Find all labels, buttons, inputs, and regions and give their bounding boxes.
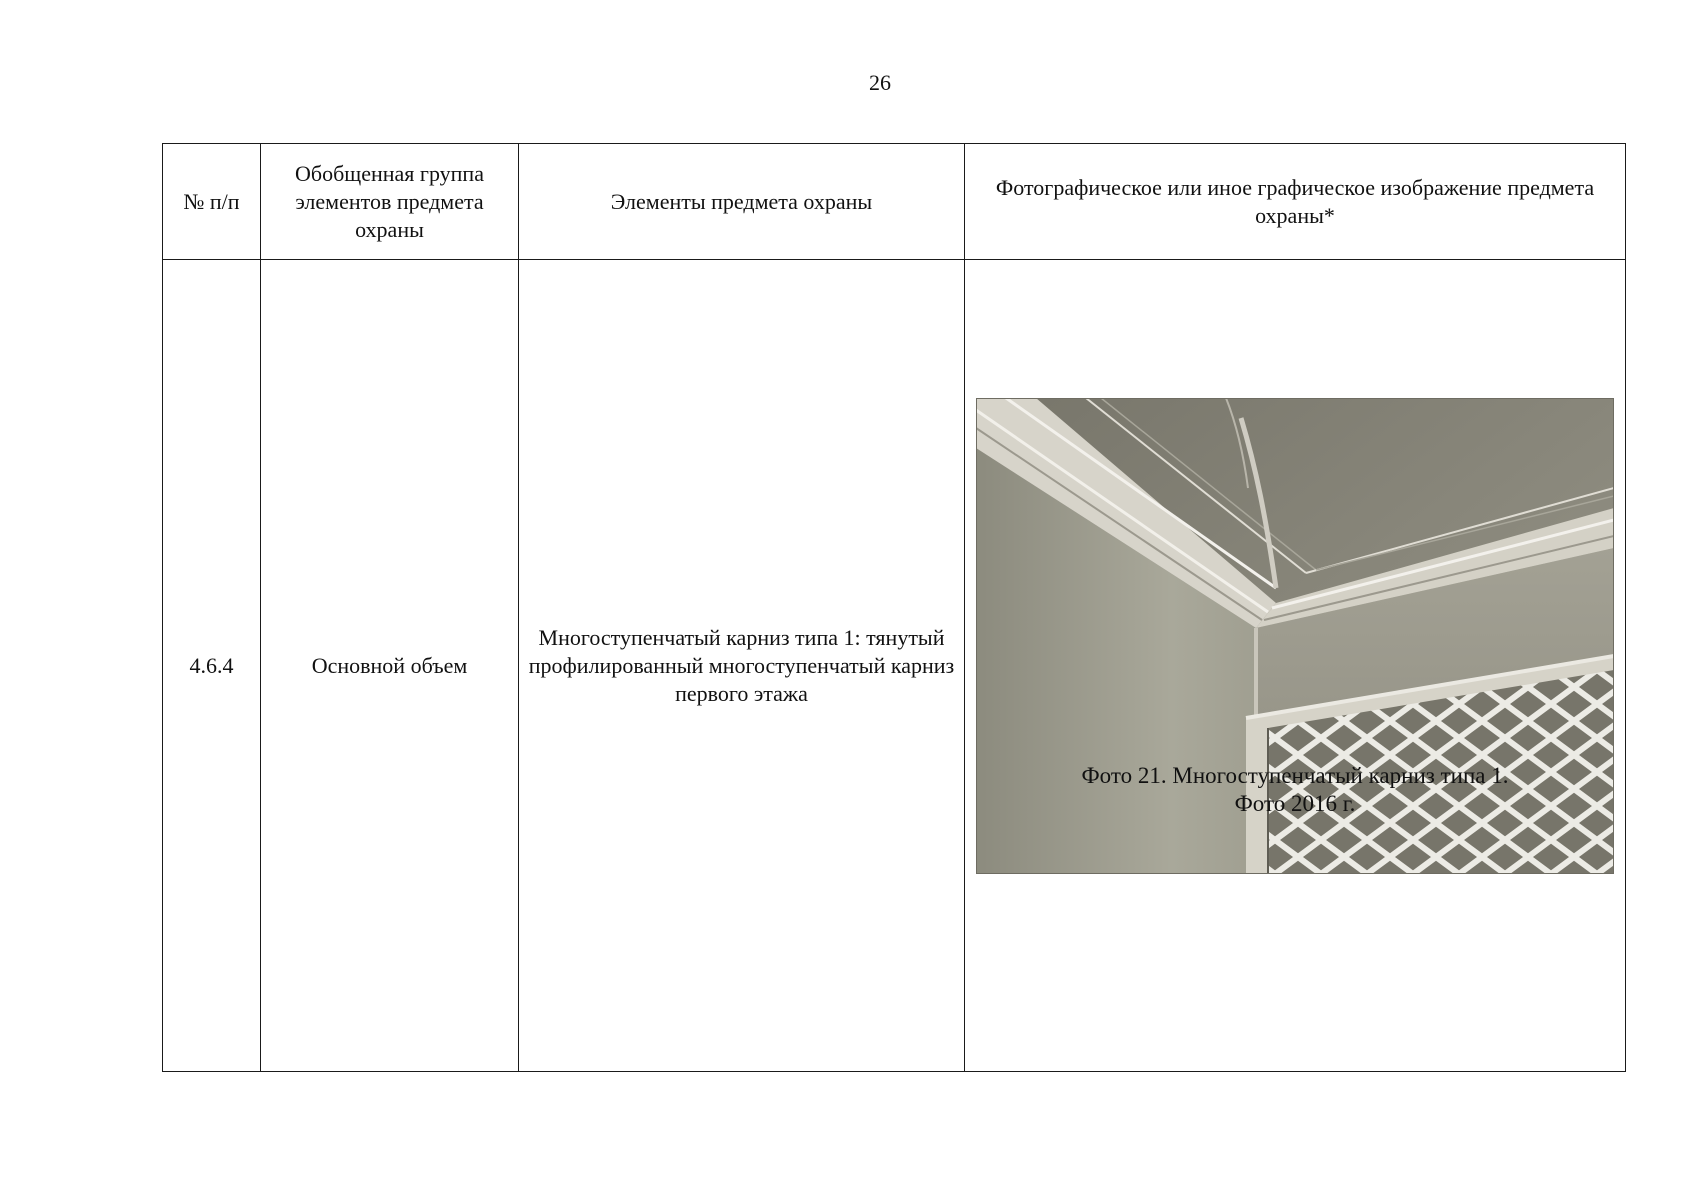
- cell-photo: [965, 260, 1626, 1072]
- protection-subject-table: [162, 143, 1626, 1072]
- cell-group: Основной объем: [261, 260, 519, 1072]
- photo-caption-line-1: Фото 21. Многоступенчатый карниз типа 1.: [1081, 763, 1509, 788]
- header-group: Обобщенная группа элементов предмета охраны: [261, 144, 519, 260]
- page-number: 26: [869, 70, 891, 95]
- table-header-row: [163, 144, 1626, 260]
- cell-num: 4.6.4: [163, 260, 261, 1072]
- header-image: Фотографическое или иное графическое изображение предмета охраны*: [965, 144, 1626, 260]
- header-elements: Элементы предмета охраны: [519, 144, 965, 260]
- header-num: № п/п: [163, 144, 261, 260]
- cell-elements: Многоступенчатый карниз типа 1: тянутый профилированный многоступенчатый карниз первого этажа: [519, 260, 965, 1072]
- photo-caption: [965, 762, 1625, 818]
- table-row: [163, 260, 1626, 1072]
- photo-caption-line-2: Фото 2016 г.: [1234, 791, 1356, 816]
